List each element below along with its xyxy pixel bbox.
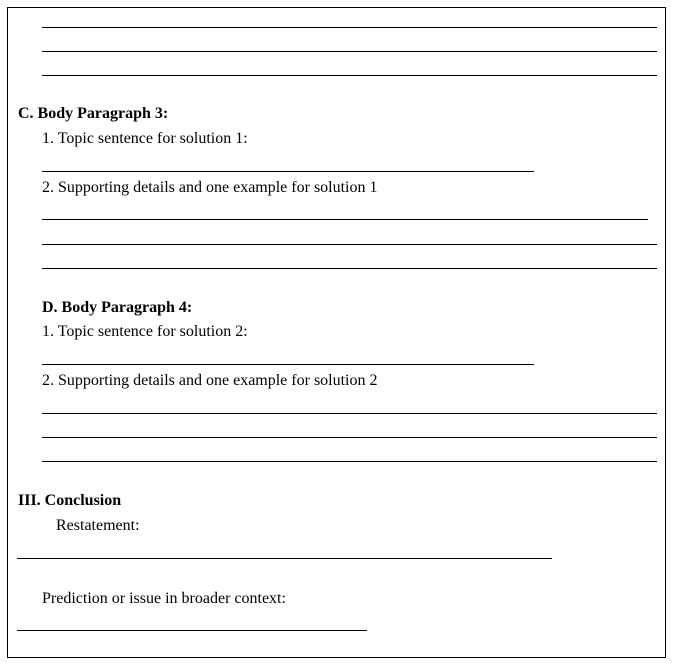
writing-line bbox=[42, 268, 657, 269]
section-d-item-2: 2. Supporting details and one example for solution 2 bbox=[42, 372, 378, 389]
section-c-heading: C. Body Paragraph 3: bbox=[18, 105, 169, 122]
writing-line bbox=[42, 413, 657, 414]
writing-line bbox=[42, 75, 657, 76]
restatement-label: Restatement: bbox=[56, 517, 140, 534]
writing-line bbox=[17, 630, 367, 631]
prediction-label: Prediction or issue in broader context: bbox=[42, 590, 286, 607]
writing-line bbox=[17, 558, 552, 559]
writing-line bbox=[42, 51, 657, 52]
conclusion-heading: III. Conclusion bbox=[18, 492, 122, 509]
writing-line bbox=[42, 364, 534, 365]
writing-line bbox=[42, 171, 534, 172]
writing-line bbox=[42, 244, 657, 245]
section-c-item-1: 1. Topic sentence for solution 1: bbox=[42, 130, 248, 147]
section-d-item-1: 1. Topic sentence for solution 2: bbox=[42, 323, 248, 340]
writing-line bbox=[42, 461, 657, 462]
writing-line bbox=[42, 437, 657, 438]
section-d-heading: D. Body Paragraph 4: bbox=[42, 299, 193, 316]
writing-line bbox=[42, 219, 648, 220]
writing-line bbox=[42, 27, 657, 28]
section-c-item-2: 2. Supporting details and one example for solution 1 bbox=[42, 179, 378, 196]
